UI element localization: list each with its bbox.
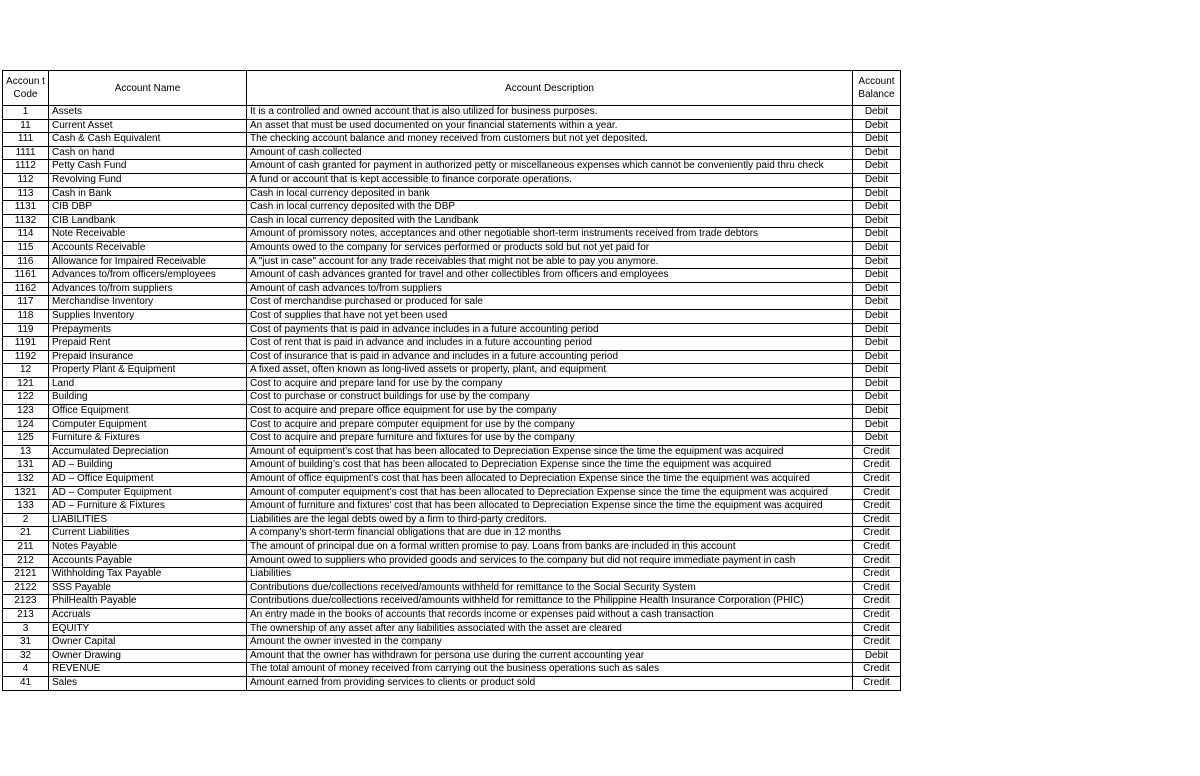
account-code-cell: 131: [3, 459, 49, 473]
account-name-cell: Notes Payable: [49, 541, 247, 555]
account-code-cell: 123: [3, 405, 49, 419]
table-row: [3, 187, 901, 201]
account-description-cell: Cost of payments that is paid in advance includes in a future accounting period: [247, 323, 853, 337]
account-name-cell: Property Plant & Equipment: [49, 364, 247, 378]
account-balance-cell: Credit: [853, 568, 901, 582]
table-row: [3, 228, 901, 242]
account-balance-cell: Credit: [853, 581, 901, 595]
account-balance-cell: Debit: [853, 296, 901, 310]
account-name-cell: Furniture & Fixtures: [49, 432, 247, 446]
account-description-cell: Liabilities: [247, 568, 853, 582]
account-balance-cell: Debit: [853, 350, 901, 364]
account-balance-cell: Debit: [853, 228, 901, 242]
account-name-cell: Computer Equipment: [49, 418, 247, 432]
table-row: [3, 337, 901, 351]
table-row: [3, 649, 901, 663]
account-code-cell: 117: [3, 296, 49, 310]
account-description-cell: The ownership of any asset after any liabilities associated with the asset are cleared: [247, 622, 853, 636]
account-code-cell: 31: [3, 636, 49, 650]
account-description-cell: Amount of cash advances granted for travel and other collectibles from officers and employees: [247, 269, 853, 283]
account-description-cell: A fund or account that is kept accessible to finance corporate operations.: [247, 173, 853, 187]
account-balance-cell: Debit: [853, 173, 901, 187]
account-description-cell: Cash in local currency deposited with the Landbank: [247, 214, 853, 228]
table-row: [3, 350, 901, 364]
account-code-cell: 121: [3, 377, 49, 391]
account-code-cell: 111: [3, 133, 49, 147]
account-code-cell: 114: [3, 228, 49, 242]
account-code-cell: 124: [3, 418, 49, 432]
account-balance-cell: Credit: [853, 473, 901, 487]
table-row: [3, 160, 901, 174]
table-row: [3, 636, 901, 650]
table-row: [3, 595, 901, 609]
account-name-cell: Owner Drawing: [49, 649, 247, 663]
account-name-cell: Petty Cash Fund: [49, 160, 247, 174]
table-row: [3, 119, 901, 133]
account-name-cell: Allowance for Impaired Receivable: [49, 255, 247, 269]
table-row: [3, 201, 901, 215]
account-name-cell: Building: [49, 391, 247, 405]
account-description-cell: It is a controlled and owned account that is also utilized for business purposes.: [247, 106, 853, 120]
account-balance-cell: Debit: [853, 201, 901, 215]
account-balance-cell: Credit: [853, 554, 901, 568]
account-code-cell: 2122: [3, 581, 49, 595]
account-code-cell: 1162: [3, 282, 49, 296]
account-code-cell: 2: [3, 513, 49, 527]
account-description-cell: Amount of office equipment’s cost that has been allocated to Depreciation Expense since the time the equipment was acquired: [247, 473, 853, 487]
account-code-cell: 13: [3, 445, 49, 459]
account-description-cell: A "just in case" account for any trade receivables that might not be able to pay you anymore.: [247, 255, 853, 269]
account-name-cell: Withholding Tax Payable: [49, 568, 247, 582]
account-description-cell: Amount of furniture and fixtures’ cost that has been allocated to Depreciation Expense since the time the equipment was acquired: [247, 500, 853, 514]
account-balance-cell: Debit: [853, 146, 901, 160]
account-description-cell: Cash in local currency deposited in bank: [247, 187, 853, 201]
table-row: [3, 146, 901, 160]
account-name-cell: Current Asset: [49, 119, 247, 133]
account-name-cell: Cash & Cash Equivalent: [49, 133, 247, 147]
account-balance-cell: Debit: [853, 106, 901, 120]
account-balance-cell: Debit: [853, 214, 901, 228]
account-code-cell: 1: [3, 106, 49, 120]
account-balance-cell: Credit: [853, 527, 901, 541]
account-name-cell: Sales: [49, 676, 247, 690]
account-balance-cell: Debit: [853, 377, 901, 391]
account-description-cell: Cost to acquire and prepare land for use by the company: [247, 377, 853, 391]
account-code-cell: 41: [3, 676, 49, 690]
account-description-cell: Cost to purchase or construct buildings for use by the company: [247, 391, 853, 405]
account-balance-cell: Debit: [853, 323, 901, 337]
account-code-cell: 112: [3, 173, 49, 187]
table-row: [3, 296, 901, 310]
account-name-cell: Advances to/from suppliers: [49, 282, 247, 296]
table-row: [3, 418, 901, 432]
account-code-cell: 21: [3, 527, 49, 541]
account-description-cell: Amount the owner invested in the company: [247, 636, 853, 650]
account-description-cell: Amount earned from providing services to clients or product sold: [247, 676, 853, 690]
account-name-cell: LIABILITIES: [49, 513, 247, 527]
account-description-cell: Cash in local currency deposited with the DBP: [247, 201, 853, 215]
table-row: [3, 459, 901, 473]
account-description-cell: Cost to acquire and prepare office equipment for use by the company: [247, 405, 853, 419]
account-code-cell: 113: [3, 187, 49, 201]
account-description-cell: Amount that the owner has withdrawn for persona use during the current accounting year: [247, 649, 853, 663]
table-row: [3, 173, 901, 187]
account-balance-cell: Credit: [853, 541, 901, 555]
account-balance-cell: Credit: [853, 486, 901, 500]
account-name-cell: AD – Furniture & Fixtures: [49, 500, 247, 514]
account-description-cell: Cost of merchandise purchased or produced for sale: [247, 296, 853, 310]
table-row: [3, 391, 901, 405]
table-row: [3, 527, 901, 541]
account-balance-cell: Credit: [853, 636, 901, 650]
table-row: [3, 364, 901, 378]
table-row: [3, 269, 901, 283]
header-account-code: Accoun t Code: [3, 71, 49, 106]
account-code-cell: 3: [3, 622, 49, 636]
account-name-cell: Merchandise Inventory: [49, 296, 247, 310]
account-description-cell: Amount of cash advances to/from suppliers: [247, 282, 853, 296]
account-code-cell: 125: [3, 432, 49, 446]
account-code-cell: 119: [3, 323, 49, 337]
header-account-description: Account Description: [247, 71, 853, 106]
account-name-cell: Current Liabilities: [49, 527, 247, 541]
account-description-cell: Amount of cash granted for payment in authorized petty or miscellaneous expenses which cannot be conveniently paid thru check: [247, 160, 853, 174]
account-name-cell: CIB Landbank: [49, 214, 247, 228]
account-name-cell: REVENUE: [49, 663, 247, 677]
account-balance-cell: Debit: [853, 405, 901, 419]
account-code-cell: 1111: [3, 146, 49, 160]
account-code-cell: 122: [3, 391, 49, 405]
account-balance-cell: Debit: [853, 255, 901, 269]
account-balance-cell: Credit: [853, 622, 901, 636]
table-row: [3, 255, 901, 269]
account-name-cell: Supplies Inventory: [49, 309, 247, 323]
account-name-cell: Cash on hand: [49, 146, 247, 160]
account-code-cell: 2121: [3, 568, 49, 582]
account-name-cell: Accounts Payable: [49, 554, 247, 568]
account-name-cell: Prepaid Rent: [49, 337, 247, 351]
account-name-cell: Accumulated Depreciation: [49, 445, 247, 459]
account-description-cell: A fixed asset, often known as long-lived assets or property, plant, and equipment: [247, 364, 853, 378]
account-balance-cell: Debit: [853, 309, 901, 323]
chart-of-accounts-table: [2, 70, 901, 691]
table-row: [3, 405, 901, 419]
account-description-cell: Amount of cash collected: [247, 146, 853, 160]
table-row: [3, 541, 901, 555]
account-description-cell: Cost of insurance that is paid in advance and includes in a future accounting period: [247, 350, 853, 364]
account-name-cell: Owner Capital: [49, 636, 247, 650]
account-code-cell: 211: [3, 541, 49, 555]
account-name-cell: Prepayments: [49, 323, 247, 337]
account-balance-cell: Debit: [853, 432, 901, 446]
account-description-cell: An asset that must be used documented on your financial statements within a year.: [247, 119, 853, 133]
table-row: [3, 500, 901, 514]
table-row: [3, 133, 901, 147]
table-row: [3, 309, 901, 323]
account-description-cell: Cost of supplies that have not yet been used: [247, 309, 853, 323]
account-description-cell: Amounts owed to the company for services performed or products sold but not yet paid for: [247, 241, 853, 255]
account-balance-cell: Debit: [853, 282, 901, 296]
table-body: [3, 106, 901, 691]
account-name-cell: CIB DBP: [49, 201, 247, 215]
account-description-cell: Cost of rent that is paid in advance and includes in a future accounting period: [247, 337, 853, 351]
account-name-cell: SSS Payable: [49, 581, 247, 595]
header-row: [3, 71, 901, 106]
header-account-balance: Account Balance: [853, 71, 901, 106]
account-balance-cell: Credit: [853, 513, 901, 527]
account-balance-cell: Debit: [853, 241, 901, 255]
account-code-cell: 1161: [3, 269, 49, 283]
account-description-cell: Liabilities are the legal debts owed by a firm to third-party creditors.: [247, 513, 853, 527]
account-description-cell: Contributions due/collections received/amounts withheld for remittance to the Philippine Health Insurance Corporation (PHIC): [247, 595, 853, 609]
table-row: [3, 445, 901, 459]
account-code-cell: 1112: [3, 160, 49, 174]
account-name-cell: Advances to/from officers/employees: [49, 269, 247, 283]
account-name-cell: Land: [49, 377, 247, 391]
account-balance-cell: Credit: [853, 663, 901, 677]
account-description-cell: Cost to acquire and prepare furniture and fixtures for use by the company: [247, 432, 853, 446]
account-balance-cell: Credit: [853, 459, 901, 473]
account-balance-cell: Credit: [853, 595, 901, 609]
account-code-cell: 132: [3, 473, 49, 487]
account-description-cell: Amount of promissory notes, acceptances and other negotiable short-term instruments received from trade debtors: [247, 228, 853, 242]
account-balance-cell: Credit: [853, 676, 901, 690]
account-balance-cell: Debit: [853, 187, 901, 201]
account-description-cell: A company's short-term financial obligations that are due in 12 months: [247, 527, 853, 541]
account-name-cell: EQUITY: [49, 622, 247, 636]
account-code-cell: 115: [3, 241, 49, 255]
header-account-name: Account Name: [49, 71, 247, 106]
account-name-cell: PhilHealth Payable: [49, 595, 247, 609]
table-row: [3, 323, 901, 337]
account-name-cell: AD – Office Equipment: [49, 473, 247, 487]
table-row: [3, 622, 901, 636]
account-name-cell: Revolving Fund: [49, 173, 247, 187]
account-code-cell: 1192: [3, 350, 49, 364]
account-code-cell: 133: [3, 500, 49, 514]
account-description-cell: Amount of building’s cost that has been allocated to Depreciation Expense since the time the equipment was acquired: [247, 459, 853, 473]
table-row: [3, 241, 901, 255]
account-balance-cell: Credit: [853, 608, 901, 622]
account-balance-cell: Debit: [853, 337, 901, 351]
account-description-cell: The checking account balance and money received from customers but not yet deposited.: [247, 133, 853, 147]
table-row: [3, 473, 901, 487]
account-name-cell: Note Receivable: [49, 228, 247, 242]
account-description-cell: An entry made in the books of accounts that records income or expenses paid without a cash transaction: [247, 608, 853, 622]
account-name-cell: Office Equipment: [49, 405, 247, 419]
table-row: [3, 282, 901, 296]
table-row: [3, 513, 901, 527]
table-row: [3, 106, 901, 120]
account-name-cell: Cash in Bank: [49, 187, 247, 201]
account-code-cell: 212: [3, 554, 49, 568]
account-code-cell: 118: [3, 309, 49, 323]
table-row: [3, 568, 901, 582]
account-description-cell: Contributions due/collections received/amounts withheld for remittance to the Social Security System: [247, 581, 853, 595]
account-code-cell: 11: [3, 119, 49, 133]
table-row: [3, 377, 901, 391]
account-name-cell: Accruals: [49, 608, 247, 622]
account-code-cell: 1321: [3, 486, 49, 500]
account-name-cell: AD – Building: [49, 459, 247, 473]
account-description-cell: The amount of principal due on a formal written promise to pay. Loans from banks are included in this account: [247, 541, 853, 555]
table-row: [3, 486, 901, 500]
account-code-cell: 4: [3, 663, 49, 677]
account-balance-cell: Debit: [853, 133, 901, 147]
account-description-cell: Amount owed to suppliers who provided goods and services to the company but did not require immediate payment in cash: [247, 554, 853, 568]
account-balance-cell: Credit: [853, 445, 901, 459]
account-balance-cell: Debit: [853, 160, 901, 174]
table-row: [3, 663, 901, 677]
account-description-cell: Amount of equipment’s cost that has been allocated to Depreciation Expense since the time the equipment was acquired: [247, 445, 853, 459]
account-balance-cell: Credit: [853, 500, 901, 514]
account-code-cell: 2123: [3, 595, 49, 609]
table-row: [3, 608, 901, 622]
account-balance-cell: Debit: [853, 269, 901, 283]
table-row: [3, 432, 901, 446]
account-balance-cell: Debit: [853, 418, 901, 432]
account-name-cell: Accounts Receivable: [49, 241, 247, 255]
table-row: [3, 214, 901, 228]
account-balance-cell: Debit: [853, 364, 901, 378]
account-name-cell: Prepaid Insurance: [49, 350, 247, 364]
table-row: [3, 554, 901, 568]
account-code-cell: 1132: [3, 214, 49, 228]
account-balance-cell: Debit: [853, 649, 901, 663]
account-code-cell: 12: [3, 364, 49, 378]
account-code-cell: 213: [3, 608, 49, 622]
account-description-cell: Amount of computer equipment’s cost that has been allocated to Depreciation Expense since the time the equipment was acquired: [247, 486, 853, 500]
account-code-cell: 116: [3, 255, 49, 269]
account-description-cell: The total amount of money received from carrying out the business operations such as sales: [247, 663, 853, 677]
account-description-cell: Cost to acquire and prepare computer equipment for use by the company: [247, 418, 853, 432]
account-name-cell: Assets: [49, 106, 247, 120]
account-name-cell: AD – Computer Equipment: [49, 486, 247, 500]
table-row: [3, 676, 901, 690]
table-row: [3, 581, 901, 595]
account-code-cell: 1131: [3, 201, 49, 215]
account-balance-cell: Debit: [853, 391, 901, 405]
table-header: [3, 71, 901, 106]
account-code-cell: 1191: [3, 337, 49, 351]
account-code-cell: 32: [3, 649, 49, 663]
account-balance-cell: Debit: [853, 119, 901, 133]
